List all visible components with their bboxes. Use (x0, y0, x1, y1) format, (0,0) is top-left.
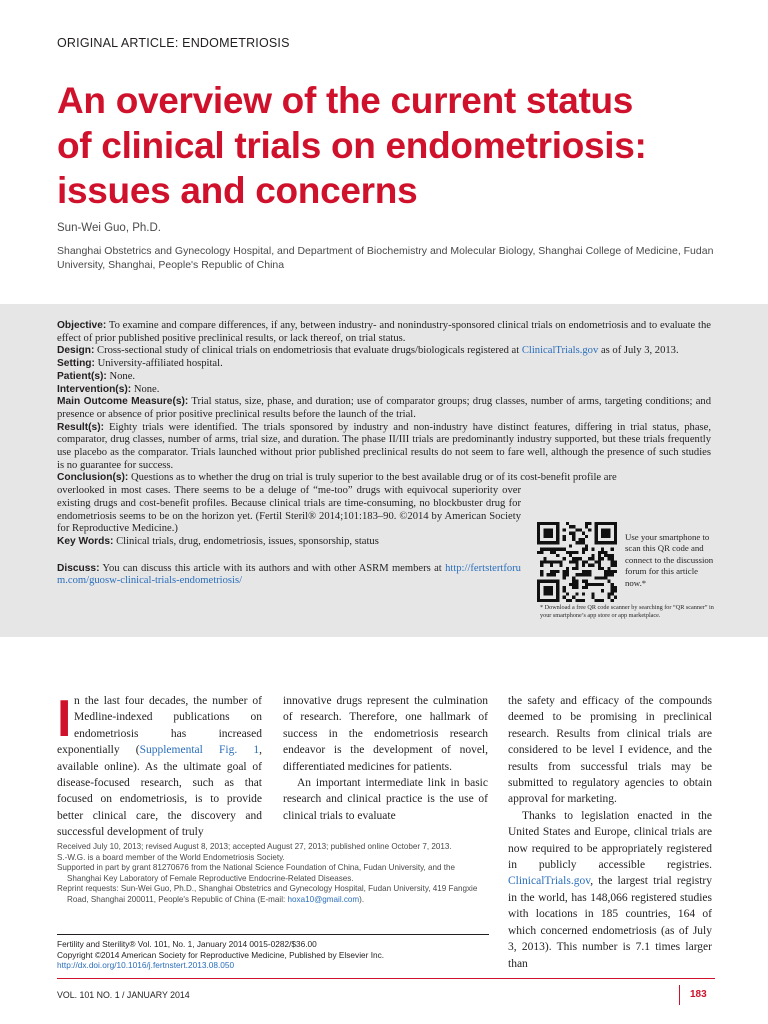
supplemental-fig-link[interactable]: Supplemental Fig. 1 (139, 744, 260, 757)
reprint-text-end: ). (359, 894, 365, 904)
title-line-2: of clinical trials on endometriosis: (57, 125, 647, 166)
footer-separator (679, 985, 680, 1005)
objective-text: To examine and compare differences, if any, between industry- and nonindustry-sponsored clinical trials on endometriosis and to evaluate the effect of prior published positive preclinical results, or lack thereof, on trial status. (57, 320, 711, 344)
interventions-label: Intervention(s): (57, 383, 132, 395)
design-text: Cross-sectional study of clinical trials on endometriosis that evaluate drugs/biologicals registered at (97, 345, 520, 357)
abstract-patients (57, 371, 711, 384)
reprint-text: Reprint requests: Sun-Wei Guo, Ph.D., Shanghai Obstetrics and Gynecology Hospital, Fudan University, 419 Fangxie Road, Shanghai 200011, People's Republic of China (E-mail: (57, 884, 478, 904)
qr-instructions: Use your smartphone to scan this QR code and connect to the discussion forum for this article now.* (625, 532, 714, 588)
keywords-text: Clinical trials, drug, endometriosis, issues, sponsorship, status (116, 535, 379, 547)
patients-label: Patient(s): (57, 370, 107, 382)
footer-divider (57, 978, 715, 979)
body-paragraph (57, 690, 262, 841)
abstract-setting (57, 358, 711, 371)
keywords-label: Key Words: (57, 535, 114, 547)
objective-label: Objective: (57, 320, 107, 331)
drop-cap: I (57, 690, 72, 748)
article-title (57, 78, 737, 213)
divider (57, 934, 489, 935)
clinicaltrials-link[interactable]: ClinicalTrials.gov (521, 345, 599, 357)
title-line-1: An overview of the current status (57, 80, 634, 121)
body-column-1 (57, 690, 262, 841)
body-paragraph: the safety and efficacy of the compounds deemed to be promising in preclinical research. Results from clinical trials are considered to be level I evidence, and the results from successful trials may be submitted to regulatory agencies to obtain approval for marketing. (508, 695, 712, 806)
setting-label: Setting: (57, 358, 95, 370)
setting-text: University-affiliated hospital. (97, 358, 223, 370)
body-column-3 (508, 693, 712, 972)
body-text: , available online). As the ultimate goal of disease-focused research, such as that focused on endometriosis, is to provide better clinical care, the discovery and successful development of truly (57, 744, 262, 839)
patients-text: None. (109, 370, 136, 382)
board-member-note: S.-W.G. is a board member of the World Endometriosis Society. (57, 852, 285, 862)
design-label: Design: (57, 345, 95, 357)
results-text: Eighty trials were identified. The trials sponsored by industry and non-industry have distinct features, differing in trial status, phase, comparator, drug classes, number of arms, trial size, and duration. The phase II/III trials are predominantly industry supported, but these trials frequently use placebo as the comparator. Trials launched without prior published preclinical results do not seem to fare well, although the presence of such studies is no guarantee for success. (57, 421, 711, 471)
body-text: , the largest trial registry in the world, has 148,066 registered studies with locations in 185 countries, 164 of which concerned endometriosis (as of July 3, 2013). This number is 7.1 times larger than (508, 875, 712, 970)
discuss-label: Discuss: (57, 562, 100, 574)
article-notes (57, 842, 489, 906)
received-dates: Received July 10, 2013; revised August 8, 2013; accepted August 27, 2013; published online October 7, 2013. (57, 842, 452, 851)
abstract-results (57, 422, 711, 473)
author-affiliation: Shanghai Obstetrics and Gynecology Hospital, and Department of Biochemistry and Molecular Biology, Shanghai College of Medicine, Fudan University, Shanghai, People's Republic of China (57, 245, 714, 271)
qr-code[interactable] (537, 522, 617, 602)
abstract-conclusions-cont: overlooked in most cases. There seems to be a deluge of “me-too” drugs with equivocal superiority over existing drugs and cost-benefit profiles. Because clinical trials are time-consuming, no blockbuster drug for endometriosis seems to be on the horizon yet. (Fertil Steril® 2014;101:183–90. ©2014 by American Society for Reproductive Medicine.) (57, 485, 521, 535)
body-paragraph: innovative drugs represent the culmination of research. Therefore, one hallmark of success in the endometriosis research endeavor is the development of novel, differentiated medicines for patients. (283, 695, 488, 773)
copyright: Copyright ©2014 American Society for Reproductive Medicine, Published by Elsevier Inc. (57, 949, 385, 960)
page-number: 183 (690, 989, 707, 1000)
outcome-text: Trial status, size, phase, and duration; use of comparator groups; drug classes, number of arms, targeting conditions; and presence or absence of prior positive preclinical results before the launch of the trial. (57, 396, 711, 420)
interventions-text: None. (133, 383, 160, 395)
forum-link[interactable]: http://fertstertforum.com/guosw-clinical-trials-endometriosis/ (57, 562, 521, 587)
conclusions-text: Questions as to whether the drug on trial is truly superior to the best available drug or of its cost-benefit profile are (130, 472, 617, 484)
article-category: ORIGINAL ARTICLE: ENDOMETRIOSIS (57, 36, 290, 50)
design-text-end: as of July 3, 2013. (600, 345, 679, 357)
outcome-label: Main Outcome Measure(s): (57, 396, 189, 408)
journal-citation: Fertility and Sterility® Vol. 101, No. 1, January 2014 0015-0282/$36.00 (57, 939, 317, 949)
abstract-interventions (57, 384, 711, 397)
body-column-2 (283, 693, 488, 824)
doi-link[interactable]: http://dx.doi.org/10.1016/j.fertnstert.2013.08.050 (57, 960, 235, 971)
issue-info: VOL. 101 NO. 1 / JANUARY 2014 (57, 990, 190, 1000)
title-line-3: issues and concerns (57, 170, 418, 211)
abstract-keywords (57, 536, 521, 549)
abstract-objective (57, 320, 711, 345)
qr-footnote: * Download a free QR code scanner by searching for “QR scanner” in your smartphone’s app store or app marketplace. (540, 604, 714, 619)
funding-note: Supported in part by grant 81270676 from the National Science Foundation of China, Fudan University, and the Shanghai Key Laboratory of Female Reproductive Endocrine-Related Diseases. (57, 863, 456, 883)
results-label: Result(s): (57, 421, 104, 433)
body-paragraph: An important intermediate link in basic research and clinical practice is the use of clinical trials to evaluate (283, 777, 488, 822)
reprint-requests (57, 884, 489, 905)
abstract-outcome (57, 396, 711, 421)
abstract-discuss (57, 563, 521, 588)
abstract-conclusions (57, 472, 711, 485)
body-text: Thanks to legislation enacted in the United States and Europe, clinical trials are now required to be appropriately registered in publicly accessible registries. (508, 809, 712, 872)
body-paragraph (508, 808, 712, 972)
clinicaltrials-link[interactable]: ClinicalTrials.gov (508, 875, 591, 888)
author-name: Sun-Wei Guo, Ph.D. (57, 222, 161, 234)
abstract-design (57, 345, 711, 358)
body-text: n the last four decades, the number of Medline-indexed publications on endometriosis has increased exponentially ( (57, 695, 262, 757)
journal-info (57, 939, 489, 971)
conclusions-label: Conclusion(s): (57, 472, 129, 484)
discuss-text: You can discuss this article with its authors and with other ASRM members at (102, 562, 442, 574)
author-email-link[interactable]: hoxa10@gmail.com (287, 894, 360, 904)
